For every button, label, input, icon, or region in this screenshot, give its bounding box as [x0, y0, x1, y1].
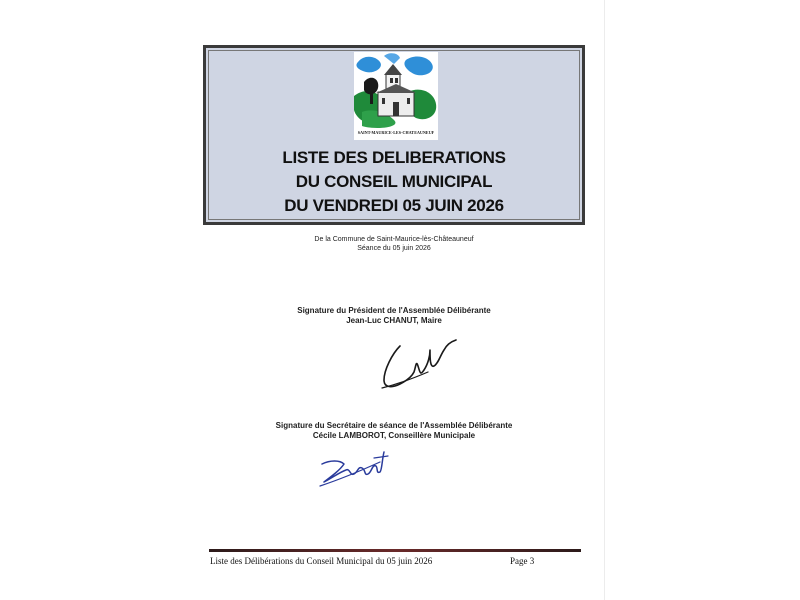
title-box: [203, 45, 585, 225]
title-line-2: DU CONSEIL MUNICIPAL: [295, 172, 493, 191]
page-number: Page 3: [510, 556, 535, 566]
logo-caption: SAINT-MAURICE-LES-CHATEAUNEUF: [357, 130, 435, 135]
footer-text: Liste des Délibérations du Conseil Municipal du 05 juin 2026: [210, 556, 433, 566]
commune-line: De la Commune de Saint-Maurice-lès-Châteauneuf: [314, 236, 474, 243]
title-line-1: LISTE DES DELIBERATIONS: [282, 148, 506, 167]
president-name: Jean-Luc CHANUT, Maire: [346, 316, 442, 325]
commune-logo: [354, 52, 438, 140]
page-edge: [604, 0, 605, 600]
title-line-3: DU VENDREDI 05 JUIN 2026: [284, 196, 504, 215]
secretary-name: Cécile LAMBOROT, Conseillère Municipale: [312, 431, 476, 440]
president-signature-icon: [378, 336, 462, 394]
president-signature-label: Signature du Président de l'Assemblée Délibérante: [297, 306, 491, 315]
secretary-signature-label: Signature du Secrétaire de séance de l'Assemblée Délibérante: [275, 421, 513, 430]
seance-line: Séance du 05 juin 2026: [357, 245, 431, 252]
secretary-signature-icon: [318, 446, 390, 490]
church-logo-icon: [354, 52, 438, 132]
footer-rule: [209, 549, 581, 552]
